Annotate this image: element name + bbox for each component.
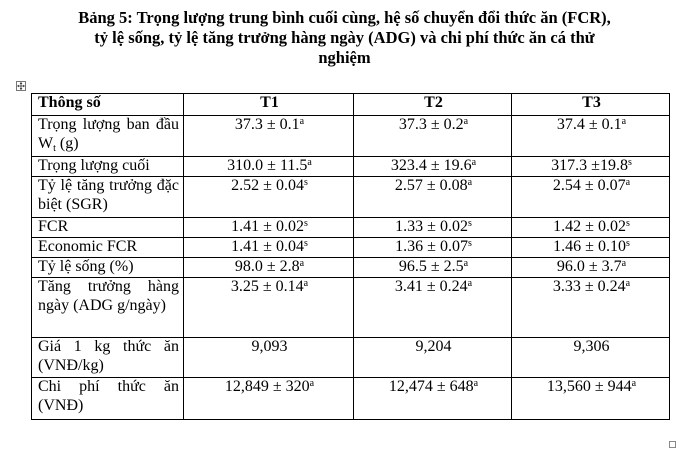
row-label: Giá 1 kg thức ăn (VNĐ/kg) [32,338,184,378]
value-cell-t1: $1.41 \pm 0.04^s$ [184,238,354,258]
value-cell-t2: $1.33 \pm 0.02^s$ [354,218,512,238]
header-t1: T1 [184,94,354,116]
value-cell-t2: $1.36 \pm 0.07^s$ [354,238,512,258]
value-cell-t1: 98.0 ± 2.8$^a$ [184,258,354,278]
header-parameter: Thông số [32,94,184,116]
caption-line-3: nghiệm [318,48,371,67]
value-cell-t1: 9,093 [184,338,354,378]
value-cell-t1: 310.0 ± 11.5$^a$ [184,157,354,177]
table-row [32,278,670,338]
table-move-handle-icon[interactable] [16,81,26,91]
row-label: Chi phí thức ăn (VNĐ) [32,378,184,420]
value-cell-t3: $1.42 \pm 0.02^s$ [512,218,670,238]
value-cell-t1: $1.41 \pm 0.02^s$ [184,218,354,238]
caption-line-1: Bảng 5: Trọng lượng trung bình cuối cùng, hệ số chuyển đổi thức ăn (FCR), [78,8,611,27]
row-label: Economic FCR [32,238,184,258]
table-row [32,338,670,378]
table-row [32,116,670,157]
table-row [32,378,670,420]
value-cell-t1: 37.3 ± 0.1$^a$ [184,116,354,157]
table-resize-handle[interactable] [669,441,676,448]
value-cell-t2: 9,204 [354,338,512,378]
header-row [32,94,670,116]
row-label: Tăng trưởng hàng ngày (ADG g/ngày) [32,278,184,338]
value-cell-t1: 3.25 ± 0.14$^a$ [184,278,354,338]
value-cell-t3: 37.4 ± 0.1$^a$ [512,116,670,157]
table-row [32,218,670,238]
row-label: FCR [32,218,184,238]
value-cell-t2: 2.57 ± 0.08$^a$ [354,177,512,218]
value-cell-t3: 2.54 ± 0.07$^a$ [512,177,670,218]
value-cell-t2: 3.41 ± 0.24$^a$ [354,278,512,338]
value-cell-t2: $12,474 \pm 648^a$ [354,378,512,420]
table-row [32,157,670,177]
header-t3: T3 [512,94,670,116]
table-row [32,258,670,278]
value-cell-t2: 37.3 ± 0.2$^a$ [354,116,512,157]
row-label: Trọng lượng ban đầu $W_t$ (g) [32,116,184,157]
value-cell-t1: $12,849 \pm 320^a$ [184,378,354,420]
row-label: Tỷ lệ tăng trưởng đặc biệt (SGR) [32,177,184,218]
row-label: Tỷ lệ sống (%) [32,258,184,278]
results-table [31,93,670,420]
table-row [32,238,670,258]
value-cell-t1: $2.52 \pm 0.04^s$ [184,177,354,218]
value-cell-t3: 9,306 [512,338,670,378]
value-cell-t3: $13,560 \pm 944^a$ [512,378,670,420]
value-cell-t3: $317.3 \pm 19.8^s$ [512,157,670,177]
value-cell-t2: 323.4 ± 19.6$^a$ [354,157,512,177]
table-caption [0,8,689,68]
row-label: Trọng lượng cuối [32,157,184,177]
caption-line-2: tỷ lệ sống, tỷ lệ tăng trưởng hàng ngày (ADG) và chi phí thức ăn cá thử [94,28,595,47]
value-cell-t3: 96.0 ± 3.7$^a$ [512,258,670,278]
header-t2: T2 [354,94,512,116]
value-cell-t3: 3.33 ± 0.24$^a$ [512,278,670,338]
value-cell-t3: $1.46 \pm 0.10^s$ [512,238,670,258]
table-row [32,177,670,218]
value-cell-t2: 96.5 ± 2.5$^a$ [354,258,512,278]
